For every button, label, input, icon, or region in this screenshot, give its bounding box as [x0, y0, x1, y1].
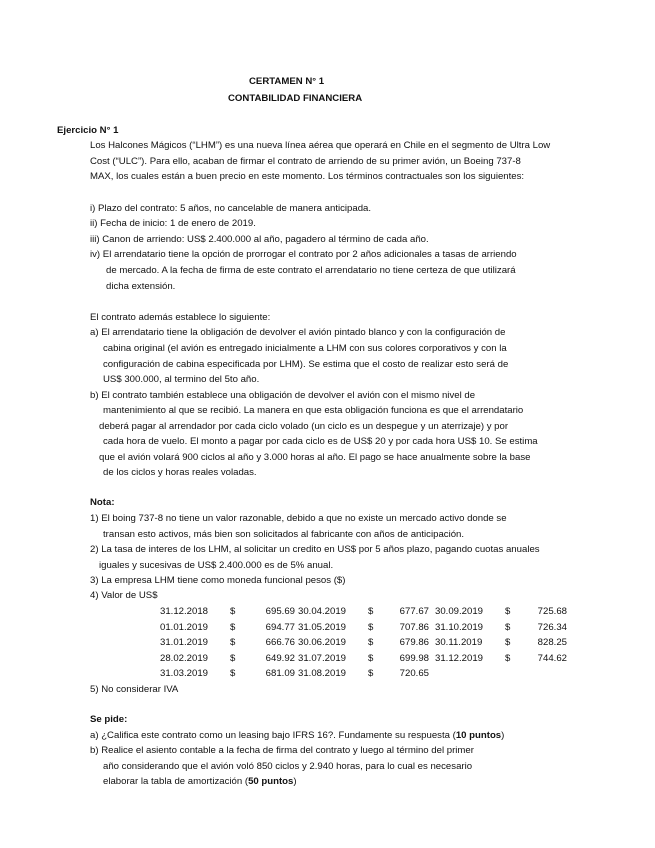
rate-date: 30.09.2019: [435, 606, 484, 617]
clause-item-continued: mantenimiento al que se recibió. La manera en que esta obligación funciona es que el arrendatario: [103, 405, 524, 416]
clause-item-continued: que el avión volará 900 ciclos al año y 3.000 horas al año. El pago se hace anualmente sobre la base: [99, 452, 531, 463]
document-title: CERTAMEN N° 1: [249, 76, 325, 87]
rate-value: 695.69: [265, 606, 295, 617]
note-item: 5) No considerar IVA: [90, 684, 179, 695]
rate-value: 679.86: [399, 637, 429, 648]
clause-item-continued: configuración de cabina especificada por LHM). Se estima que el costo de realizar esto será de: [103, 359, 509, 370]
term-item: iii) Canon de arriendo: US$ 2.400.000 al año, pagadero al término de cada año.: [90, 234, 429, 245]
rate-currency: $: [230, 668, 236, 679]
rate-value: 699.98: [399, 653, 429, 664]
rate-currency: $: [230, 622, 236, 633]
note-item: 3) La empresa LHM tiene como moneda funcional pesos ($): [90, 575, 346, 586]
clause-item: a) El arrendatario tiene la obligación de devolver el avión pintado blanco y con la configuración de: [90, 327, 506, 338]
rate-date: 30.04.2019: [298, 606, 347, 617]
rate-date: 31.03.2019: [160, 668, 209, 679]
rate-date: 28.02.2019: [160, 653, 209, 664]
rate-value: 694.77: [265, 622, 295, 633]
note-item: 1) El boing 737-8 no tiene un valor razonable, debido a que no existe un mercado activo donde se: [90, 513, 507, 524]
clause-item-continued: cada hora de vuelo. El monto a pagar por cada ciclo es de US$ 20 y por cada hora US$ 10. Se estima: [103, 436, 538, 447]
rate-currency: $: [368, 606, 374, 617]
note-item: 4) Valor de US$: [90, 590, 158, 601]
clause-item-continued: cabina original (el avión es entregado inicialmente a LHM con sus colores corporativos y con la: [103, 343, 507, 354]
intro-line: MAX, los cuales están a buen precio en este momento. Los términos contractuales son los siguientes:: [90, 171, 525, 182]
rate-value: 707.86: [399, 622, 429, 633]
note-item-continued: iguales y sucesivas de US$ 2.400.000 es de 5% anual.: [99, 560, 334, 571]
rate-value: 649.92: [265, 653, 295, 664]
term-item: ii) Fecha de inicio: 1 de enero de 2019.: [90, 218, 256, 229]
rate-currency: $: [505, 606, 511, 617]
ask-item-continued: [103, 776, 574, 787]
ask-item-continued: año considerando que el avión voló 850 ciclos y 2.940 horas, para lo cual es necesario: [103, 761, 473, 772]
ask-item: [90, 730, 574, 741]
rate-value: 725.68: [537, 606, 567, 617]
rate-value: 720.65: [399, 668, 429, 679]
rate-currency: $: [368, 622, 374, 633]
ask-heading: Se pide:: [90, 714, 128, 725]
ask-points: 50 puntos: [248, 776, 294, 787]
rate-date: 31.10.2019: [435, 622, 484, 633]
rate-currency: $: [505, 637, 511, 648]
rate-date: 31.01.2019: [160, 637, 209, 648]
rate-date: 31.07.2019: [298, 653, 347, 664]
ask-text-end: ): [293, 776, 297, 787]
rate-currency: $: [368, 653, 374, 664]
term-item: iv) El arrendatario tiene la opción de prorrogar el contrato por 2 años adicionales a tasas de arriendo: [90, 249, 517, 260]
rate-currency: $: [230, 653, 236, 664]
clause-item-continued: de los ciclos y horas reales voladas.: [103, 467, 257, 478]
intro-line: Los Halcones Mágicos (“LHM”) es una nueva línea aérea que operará en Chile en el segmento de Ultra Low: [90, 140, 551, 151]
rate-value: 744.62: [537, 653, 567, 664]
term-item-continued: dicha extensión.: [106, 281, 176, 292]
note-item-continued: transan esto activos, más bien son solicitados al fabricante con años de anticipación.: [103, 529, 465, 540]
rate-currency: $: [230, 637, 236, 648]
clauses-heading: El contrato además establece lo siguiente:: [90, 312, 271, 323]
clause-item-continued: deberá pagar al arrendador por cada ciclo volado (un ciclo es un despegue y un aterrizaje) y por: [99, 421, 509, 432]
rate-value: 681.09: [265, 668, 295, 679]
rate-value: 828.25: [537, 637, 567, 648]
rate-date: 30.06.2019: [298, 637, 347, 648]
rate-currency: $: [505, 622, 511, 633]
rate-date: 31.08.2019: [298, 668, 347, 679]
intro-line: Cost (“ULC”). Para ello, acaban de firmar el contrato de arriendo de su primer avión, un Boeing 737-8: [90, 156, 521, 167]
rate-value: 726.34: [537, 622, 567, 633]
rate-date: 01.01.2019: [160, 622, 209, 633]
ask-text-end: ): [501, 730, 505, 741]
term-item-continued: de mercado. A la fecha de firma de este contrato el arrendatario no tiene certeza de que utilizará: [106, 265, 516, 276]
rate-value: 666.76: [265, 637, 295, 648]
rate-currency: $: [230, 606, 236, 617]
rate-currency: $: [368, 668, 374, 679]
ask-text: elaborar la tabla de amortización (: [103, 776, 249, 787]
rate-date: 30.11.2019: [435, 637, 483, 648]
rate-currency: $: [368, 637, 374, 648]
ask-item: b) Realice el asiento contable a la fecha de firma del contrato y luego al término del primer: [90, 745, 474, 756]
note-item: 2) La tasa de interes de los LHM, al solicitar un credito en US$ por 5 años plazo, pagando cuotas anuales: [90, 544, 540, 555]
ask-points: 10 puntos: [455, 730, 502, 741]
rate-date: 31.12.2019: [435, 653, 484, 664]
ask-text: a) ¿Califica este contrato como un leasing bajo IFRS 16?. Fundamente su respuesta (: [90, 730, 456, 741]
rate-value: 677.67: [399, 606, 429, 617]
rate-currency: $: [505, 653, 511, 664]
document-subtitle: CONTABILIDAD FINANCIERA: [228, 93, 363, 104]
clause-item-continued: US$ 300.000, al termino del 5to año.: [103, 374, 260, 385]
rate-date: 31.12.2018: [160, 606, 209, 617]
exercise-heading: Ejercicio N° 1: [57, 125, 119, 136]
clause-item: b) El contrato también establece una obligación de devolver el avión con el mismo nivel de: [90, 390, 476, 401]
notes-heading: Nota:: [90, 497, 115, 508]
rate-date: 31.05.2019: [298, 622, 347, 633]
term-item: i) Plazo del contrato: 5 años, no cancelable de manera anticipada.: [90, 203, 372, 214]
